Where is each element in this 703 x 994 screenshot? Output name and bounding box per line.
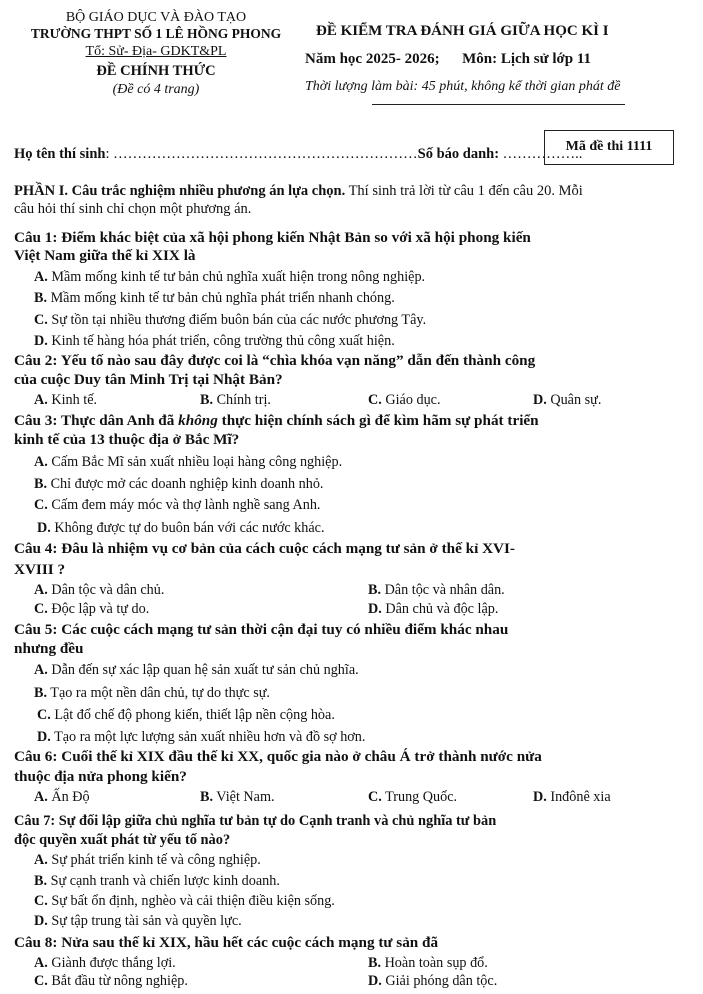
option-text: Sự tồn tại nhiều thương điếm buôn bán của các nước phương Tây. — [47, 312, 427, 328]
option-letter: D. — [533, 392, 547, 408]
option-text: Dân chủ và độc lập. — [381, 601, 499, 617]
option-text: Quân sự. — [546, 392, 602, 408]
option-text: Cấm đem máy móc và thợ lành nghề sang Anh. — [47, 497, 321, 513]
option-letter: B. — [368, 955, 382, 971]
option-letter: C. — [37, 707, 51, 723]
question-5-option-a[interactable] — [34, 662, 359, 679]
option-letter: D. — [368, 601, 382, 617]
option-letter: D. — [37, 520, 51, 536]
question-8-option-c[interactable] — [34, 973, 188, 990]
option-letter: D. — [533, 789, 547, 805]
option-letter: B. — [200, 392, 214, 408]
option-text: Không được tự do buôn bán với các nước khác. — [50, 520, 325, 536]
question-7-option-d[interactable] — [34, 913, 242, 930]
option-text: Sự bất ổn định, nghèo và cải thiện điều kiện sống. — [47, 893, 335, 909]
exam-title: ĐỀ KIỂM TRA ĐÁNH GIÁ GIỮA HỌC KÌ I — [316, 23, 609, 39]
question-1-option-b[interactable] — [34, 290, 395, 307]
option-letter: A. — [34, 582, 48, 598]
option-letter: B. — [368, 582, 382, 598]
question-7-line-1: Câu 7: Sự đối lập giữa chủ nghĩa tư bản tự do Cạnh tranh và chủ nghĩa tư bản — [14, 813, 497, 829]
question-1-option-d[interactable] — [34, 333, 395, 350]
question-5-option-c[interactable] — [37, 707, 335, 724]
option-text: Chính trị. — [213, 392, 271, 408]
option-text: Giải phóng dân tộc. — [381, 973, 498, 989]
question-2-option-a[interactable] — [34, 392, 97, 409]
question-6-option-d[interactable] — [533, 789, 611, 806]
question-6-line-2: thuộc địa nửa phong kiến? — [14, 768, 187, 785]
exam-code: Mã đề thi 1111 — [565, 139, 653, 154]
option-text: Sự tập trung tài sản và quyền lực. — [47, 913, 242, 929]
option-text: Tạo ra một nền dân chủ, tự do thực sự. — [47, 685, 270, 701]
option-letter: C. — [368, 392, 382, 408]
option-text: Trung Quốc. — [381, 789, 458, 805]
question-1-line-1: Câu 1: Điểm khác biệt của xã hội phong kiến Nhật Bản so với xã hội phong kiến — [14, 229, 531, 246]
option-letter: B. — [34, 873, 48, 889]
option-letter: A. — [34, 662, 48, 678]
question-8-line-1: Câu 8: Nửa sau thế kỉ XIX, hầu hết các cuộc cách mạng tư sản đã — [14, 934, 439, 951]
ministry-name: BỘ GIÁO DỤC VÀ ĐÀO TẠO — [65, 10, 247, 25]
school-year-subject: Năm học 2025- 2026; Môn: Lịch sử lớp 11 — [305, 51, 592, 67]
question-4-option-d[interactable] — [368, 601, 498, 618]
question-7-option-c[interactable] — [34, 893, 335, 910]
question-2-line-2: của cuộc Duy tân Minh Trị tại Nhật Bản? — [14, 371, 283, 388]
option-text: Hoàn toàn sụp đổ. — [381, 955, 488, 971]
option-letter: A. — [34, 392, 48, 408]
option-text: Bắt đầu từ nông nghiệp. — [47, 973, 188, 989]
option-letter: A. — [34, 454, 48, 470]
question-emphasis: không — [178, 412, 218, 429]
question-1-option-c[interactable] — [34, 312, 426, 329]
part1-title: PHẦN I. Câu trắc nghiệm nhiều phương án lựa chọn. — [14, 183, 346, 199]
option-text: Dân tộc và dân chủ. — [47, 582, 165, 598]
question-2-option-c[interactable] — [368, 392, 441, 409]
question-1-option-a[interactable] — [34, 269, 425, 286]
option-letter: B. — [34, 685, 48, 701]
option-letter: A. — [34, 269, 48, 285]
option-text: Sự phát triển kinh tế và công nghiệp. — [47, 852, 261, 868]
part1-instruction-text: Thí sinh trả lời từ câu 1 đến câu 20. Mỗi — [345, 183, 583, 199]
option-text: Lật đổ chế độ phong kiến, thiết lập nền cộng hòa. — [50, 707, 335, 723]
question-6-option-b[interactable] — [200, 789, 275, 806]
question-3-option-b[interactable] — [34, 476, 323, 493]
option-text: Inđônê xia — [546, 789, 611, 805]
option-text: Sự cạnh tranh và chiến lược kinh doanh. — [47, 873, 280, 889]
page-count: (Đề có 4 trang) — [112, 82, 200, 97]
option-letter: C. — [34, 601, 48, 617]
question-7-option-b[interactable] — [34, 873, 280, 890]
option-letter: D. — [37, 729, 51, 745]
question-7-option-a[interactable] — [34, 852, 261, 869]
option-letter: C. — [34, 497, 48, 513]
option-letter: D. — [368, 973, 382, 989]
option-letter: A. — [34, 789, 48, 805]
option-letter: B. — [200, 789, 214, 805]
option-text: Cấm Bắc Mĩ sản xuất nhiều loại hàng công nghiệp. — [47, 454, 343, 470]
exam-code-box — [544, 130, 674, 165]
question-7-line-2: độc quyền xuất phát từ yếu tố nào? — [14, 832, 231, 848]
question-5-option-d[interactable] — [37, 729, 365, 746]
question-3-option-c[interactable] — [34, 497, 320, 514]
question-6-line-1: Câu 6: Cuối thế kỉ XIX đầu thế kỉ XX, quốc gia nào ở châu Á trở thành nước nửa — [14, 748, 542, 765]
question-5-option-b[interactable] — [34, 685, 270, 702]
part1-instruction-line2: câu hỏi thí sinh chỉ chọn một phương án. — [14, 201, 252, 217]
candidate-number-label: Số báo danh: — [417, 146, 500, 162]
header-rule — [372, 104, 625, 105]
option-letter: B. — [34, 476, 48, 492]
option-text: Kinh tế. — [47, 392, 98, 408]
question-text: Câu 3: Thực dân Anh đã — [14, 412, 179, 429]
department-name: Tổ: Sử- Địa- GDKT&PL — [85, 44, 227, 59]
question-5-line-2: nhưng đều — [14, 640, 84, 657]
option-text: Giành được thắng lợi. — [47, 955, 176, 971]
option-letter: C. — [34, 893, 48, 909]
question-1-line-2: Việt Nam giữa thế kỉ XIX là — [14, 247, 196, 264]
option-text: Tạo ra một lực lượng sản xuất nhiều hơn và đồ sợ hơn. — [50, 729, 366, 745]
question-2-option-b[interactable] — [200, 392, 271, 409]
student-info-line — [14, 146, 582, 163]
candidate-number-field[interactable]: …………….. — [499, 146, 583, 162]
question-8-option-b[interactable] — [368, 955, 488, 972]
question-3-line-1 — [14, 412, 539, 430]
question-4-line-1: Câu 4: Đâu là nhiệm vụ cơ bản của cách cuộc cách mạng tư sản ở thế kỉ XVI- — [14, 540, 515, 557]
option-letter: B. — [34, 290, 48, 306]
name-field[interactable]: : ……………………………………………………… — [105, 146, 418, 162]
school-name: TRƯỜNG THPT SỐ 1 LÊ HỒNG PHONG — [30, 26, 282, 41]
question-6-option-c[interactable] — [368, 789, 457, 806]
question-3-line-2: kinh tế của 13 thuộc địa ở Bắc Mĩ? — [14, 431, 240, 448]
question-3-option-d[interactable] — [37, 520, 325, 537]
option-letter: A. — [34, 955, 48, 971]
option-text: Độc lập và tự do. — [47, 601, 150, 617]
name-label: Họ tên thí sinh — [14, 146, 106, 162]
question-2-line-1: Câu 2: Yếu tố nào sau đây được coi là “chìa khóa vạn năng” dẫn đến thành công — [14, 352, 536, 369]
option-letter: C. — [368, 789, 382, 805]
question-8-option-d[interactable] — [368, 973, 497, 990]
option-text: Kinh tế hàng hóa phát triển, công trường thủ công xuất hiện. — [47, 333, 395, 349]
question-4-option-b[interactable] — [368, 582, 505, 599]
option-text: Dẫn đến sự xác lập quan hệ sản xuất tư sản chủ nghĩa. — [47, 662, 359, 678]
question-8-option-a[interactable] — [34, 955, 176, 972]
option-letter: D. — [34, 333, 48, 349]
official-label: ĐỀ CHÍNH THỨC — [96, 63, 216, 79]
question-4-option-a[interactable] — [34, 582, 164, 599]
option-text: Ấn Độ — [47, 789, 90, 805]
question-3-option-a[interactable] — [34, 454, 342, 471]
question-5-line-1: Câu 5: Các cuộc cách mạng tư sản thời cận đại tuy có nhiều điểm khác nhau — [14, 621, 509, 638]
option-text: Việt Nam. — [213, 789, 275, 805]
question-4-option-c[interactable] — [34, 601, 149, 618]
exam-duration: Thời lượng làm bài: 45 phút, không kể thời gian phát đề — [305, 79, 621, 94]
option-text: Mầm mống kinh tế tư bản chủ nghĩa xuất hiện trong nông nghiệp. — [47, 269, 426, 285]
option-text: Giáo dục. — [381, 392, 441, 408]
option-letter: C. — [34, 973, 48, 989]
question-6-option-a[interactable] — [34, 789, 90, 806]
part1-instruction — [14, 183, 583, 200]
option-letter: C. — [34, 312, 48, 328]
option-text: Dân tộc và nhân dân. — [381, 582, 505, 598]
question-2-option-d[interactable] — [533, 392, 601, 409]
question-text: thực hiện chính sách gì để kìm hãm sự phát triển — [217, 412, 539, 429]
option-text: Chỉ được mở các doanh nghiệp kinh doanh nhỏ. — [47, 476, 324, 492]
option-text: Mầm mống kinh tế tư bản chủ nghĩa phát triển nhanh chóng. — [47, 290, 395, 306]
question-4-line-2: XVIII ? — [14, 561, 66, 578]
option-letter: A. — [34, 852, 48, 868]
option-letter: D. — [34, 913, 48, 929]
